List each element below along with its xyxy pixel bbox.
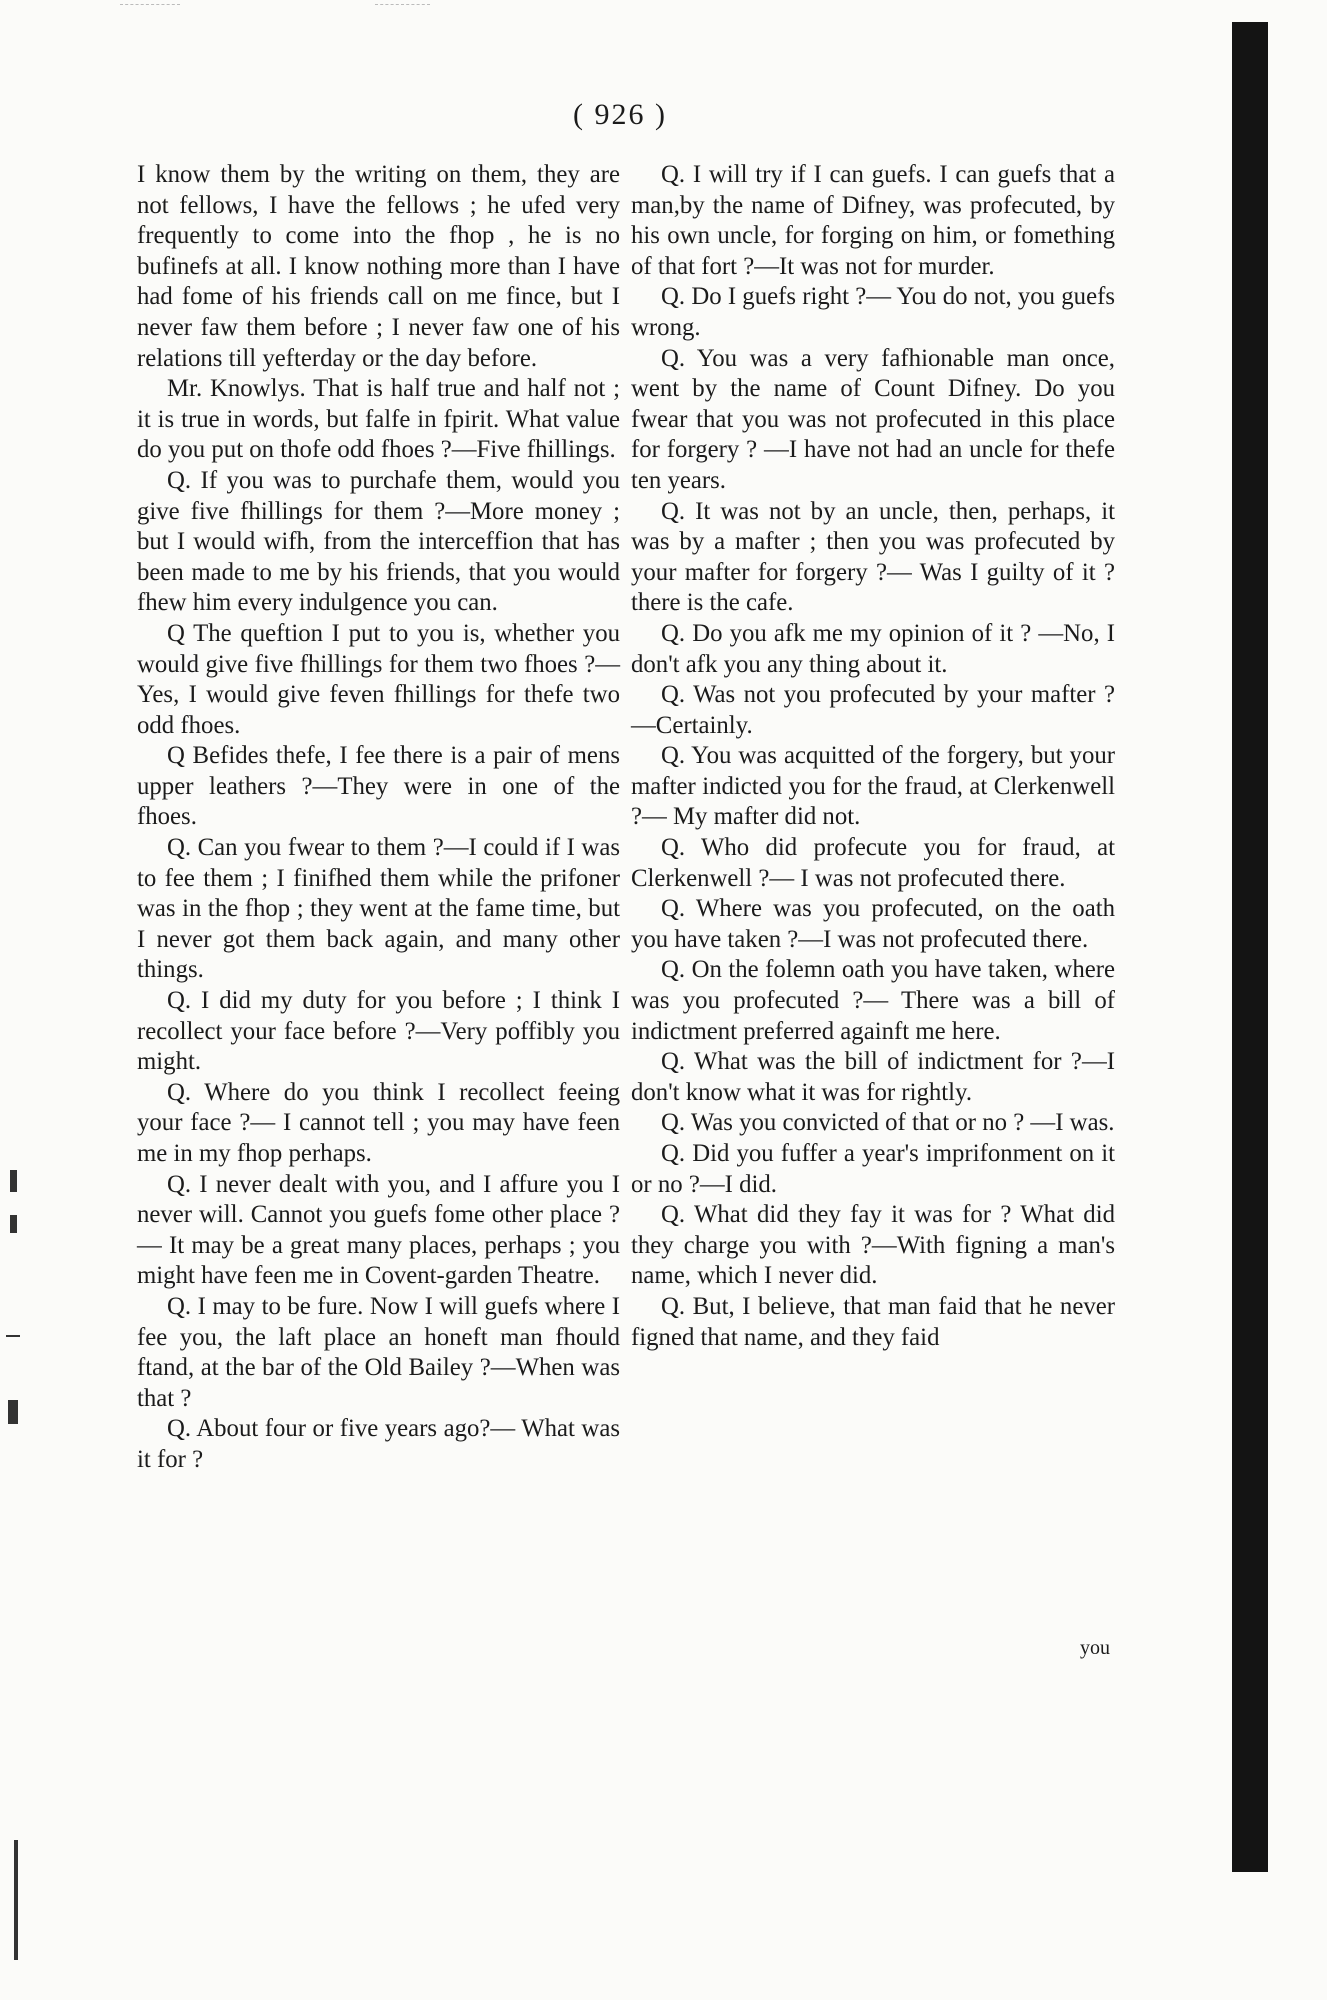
right-paragraph-2: Q. Do I guefs right ?— You do not, you guefs wrong. <box>631 283 1115 341</box>
left-paragraph-1: I know them by the writing on them, they are not fellows, I have the fellows ; he ufed very frequently to come into the fhop , he is no bufinefs at all. I know nothing more than I have had fome of his friends call on me fince, but I never faw them before ; I never faw one of his relations till yefterday or the day before. <box>137 161 620 372</box>
margin-mark-4 <box>14 1840 18 1960</box>
left-paragraph-3: Q. If you was to purchafe them, would you give five fhillings for them ?—More money ; but I would wifh, from the interceffion that has been made to me by his friends, that you would fhew him every indulgence you can. <box>137 466 620 617</box>
left-paragraph-9: Q. I never dealt with you, and I affure you I never will. Cannot you guefs fome other place ?— It may be a great many places, perhaps ; you might have feen me in Covent-garden Theatre. <box>137 1170 620 1290</box>
margin-mark-1 <box>10 1170 17 1192</box>
header-smudge-left <box>120 4 180 19</box>
margin-mark-3 <box>8 1400 18 1424</box>
right-paragraph-14: Q. What did they fay it was for ? What did they charge you with ?—With figning a man's name, which I never did. <box>631 1201 1115 1290</box>
right-paragraph-11: Q. What was the bill of indictment for ?—I don't know what it was for rightly. <box>631 1048 1115 1106</box>
right-paragraph-1: Q. I will try if I can guefs. I can guefs that a man,by the name of Difney, was profecuted, by his own uncle, for forging on him, or fomething of that fort ?—It was not for murder. <box>631 161 1115 280</box>
right-paragraph-6: Q. Was not you profecuted by your mafter ?—Certainly. <box>631 681 1115 739</box>
left-paragraph-7: Q. I did my duty for you before ; I think I recollect your face before ?—Very poffibly you might. <box>137 987 620 1076</box>
right-paragraph-12: Q. Was you convicted of that or no ? —I was. <box>661 1109 1115 1137</box>
left-paragraph-8: Q. Where do you think I recollect feeing your face ?— I cannot tell ; you may have feen me in my fhop perhaps. <box>137 1078 620 1167</box>
header-smudge-right <box>375 4 430 19</box>
left-column <box>137 160 620 1476</box>
right-paragraph-7: Q. You was acquitted of the forgery, but your mafter indicted you for the fraud, at Clerkenwell ?— My mafter did not. <box>631 742 1115 831</box>
margin-mark-2 <box>10 1215 17 1233</box>
left-paragraph-5: Q Befides thefe, I fee there is a pair of mens upper leathers ?—They were in one of the fhoes. <box>137 742 620 831</box>
margin-mark-5 <box>6 1335 20 1337</box>
right-paragraph-4: Q. It was not by an uncle, then, perhaps, it was by a mafter ; then you was profecuted by your mafter for forgery ?— Was I guilty of it ? there is the cafe. <box>631 497 1115 617</box>
right-paragraph-9: Q. Where was you profecuted, on the oath you have taken ?—I was not profecuted there. <box>631 895 1115 953</box>
page-number: ( 926 ) <box>573 98 667 131</box>
left-paragraph-10: Q. I may to be fure. Now I will guefs where I fee you, the laft place an honeft man fhould ftand, at the bar of the Old Bailey ?—When was that ? <box>137 1292 620 1412</box>
right-paragraph-8: Q. Who did profecute you for fraud, at Clerkenwell ?— I was not profecuted there. <box>631 834 1115 892</box>
right-column <box>631 160 1115 1353</box>
left-paragraph-11: Q. About four or five years ago?— What was it for ? <box>137 1415 620 1473</box>
right-paragraph-13: Q. Did you fuffer a year's imprifonment on it or no ?—I did. <box>631 1140 1115 1198</box>
left-paragraph-6: Q. Can you fwear to them ?—I could if I was to fee them ; I finifhed them while the prifoner was in the fhop ; they went at the fame time, but I never got them back again, and many other things. <box>137 834 620 984</box>
catchword: you <box>1080 1637 1110 1659</box>
right-paragraph-15: Q. But, I believe, that man faid that he never figned that name, and they faid <box>631 1292 1115 1351</box>
right-paragraph-10: Q. On the folemn oath you have taken, where was you profecuted ?— There was a bill of indictment preferred againft me here. <box>631 956 1115 1045</box>
right-paragraph-3: Q. You was a very fafhionable man once, went by the name of Count Difney. Do you fwear that you was not profecuted in this place for forgery ? —I have not had an uncle for thefe ten years. <box>631 344 1115 494</box>
left-paragraph-2: Mr. Knowlys. That is half true and half not ; it is true in words, but falfe in fpirit. What value do you put on thofe odd fhoes ?—Five fhillings. <box>137 375 620 464</box>
left-paragraph-4: Q The queftion I put to you is, whether you would give five fhillings for them two fhoes ?—Yes, I would give feven fhillings for thefe two odd fhoes. <box>137 619 620 739</box>
page-edge-shadow <box>1232 22 1268 1872</box>
right-paragraph-5: Q. Do you afk me my opinion of it ? —No, I don't afk you any thing about it. <box>631 619 1115 678</box>
